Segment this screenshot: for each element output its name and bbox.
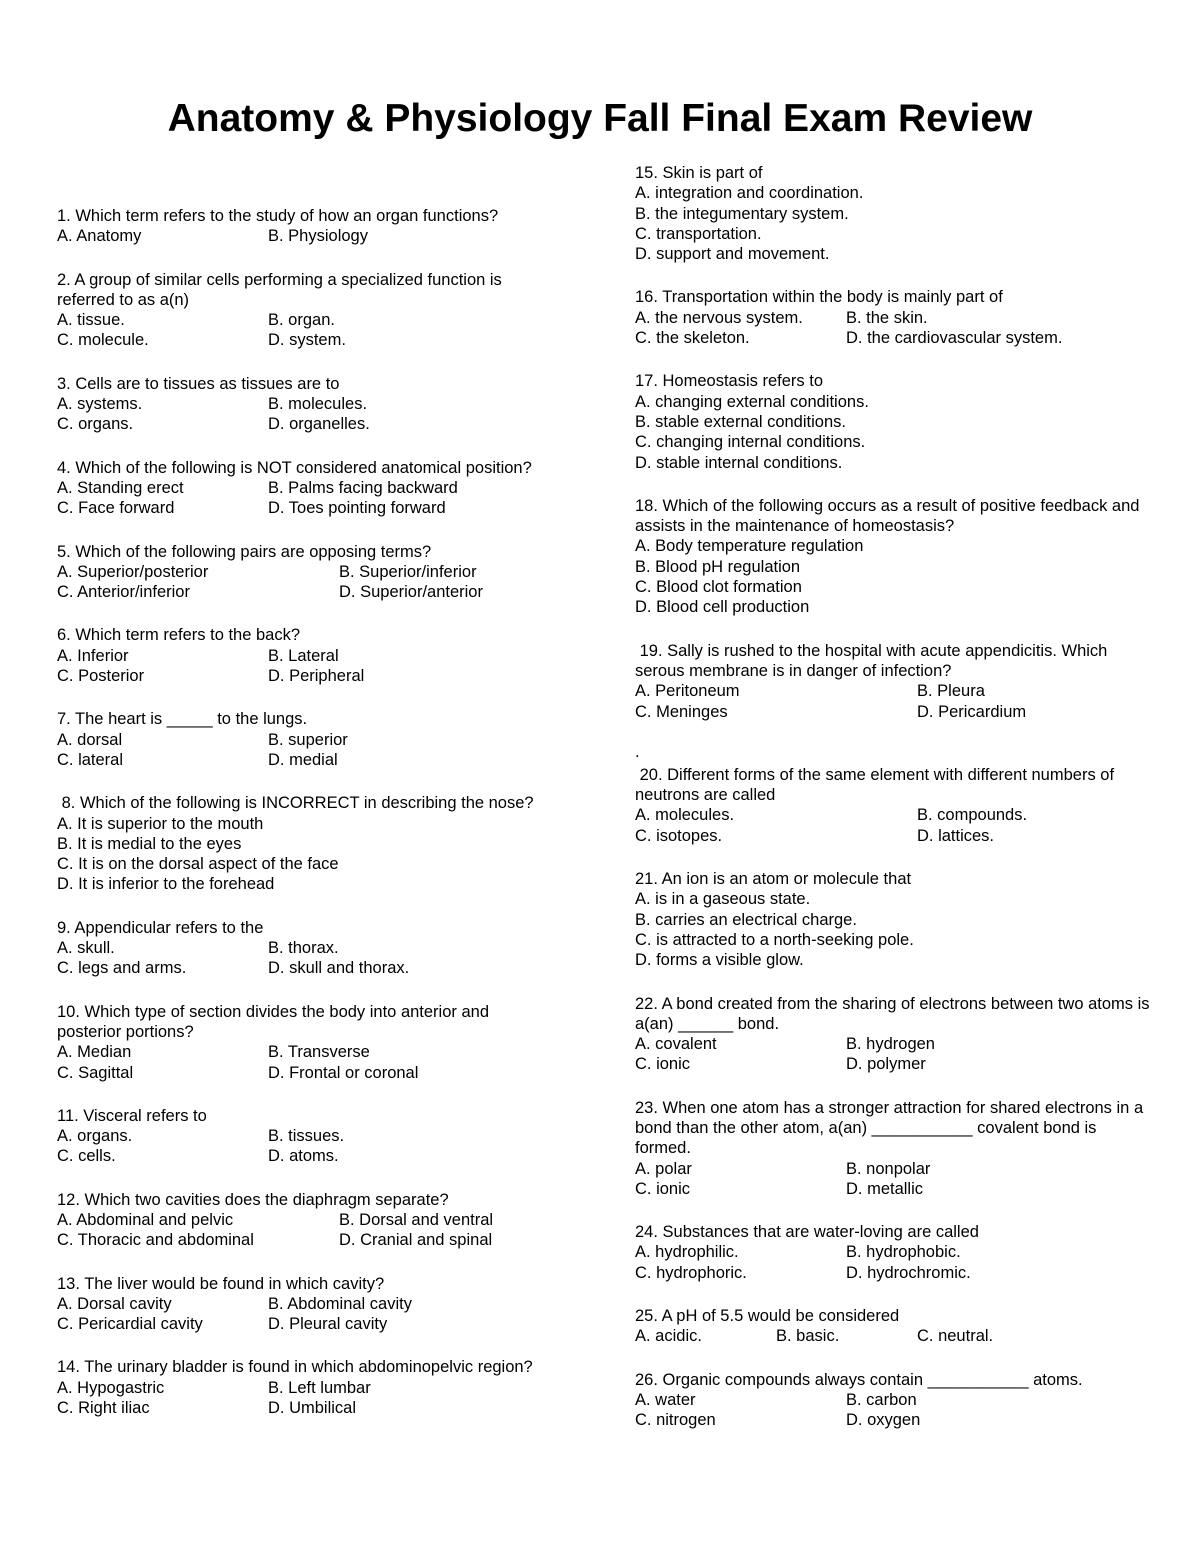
answer-option: B. the integumentary system. bbox=[635, 204, 849, 223]
question-stem: 20. Different forms of the same element with different numbers of neutrons are called bbox=[635, 765, 1119, 805]
answer-option: C. Blood clot formation bbox=[635, 578, 802, 597]
answer-option: A. is in a gaseous state. bbox=[635, 890, 811, 909]
answer-option: A. Anatomy bbox=[57, 227, 142, 246]
question-stem: 24. Substances that are water-loving are called bbox=[635, 1223, 979, 1242]
question bbox=[635, 1098, 1155, 1199]
answer-option: A. dorsal bbox=[57, 730, 123, 749]
question-stem: 23. When one atom has a stronger attraction for shared electrons in a bond than the other atom, a(an) ___________ covalent bond is formed. bbox=[635, 1098, 1148, 1158]
answer-option: D. hydrochromic. bbox=[846, 1263, 971, 1282]
answer-option: D. Pericardium bbox=[917, 702, 1027, 721]
question-stem: 4. Which of the following is NOT considered anatomical position? bbox=[57, 458, 532, 477]
answer-option: B. stable external conditions. bbox=[635, 412, 846, 431]
answer-option: C. Thoracic and abdominal bbox=[57, 1231, 254, 1250]
answer-option: D. Blood cell production bbox=[635, 598, 810, 617]
answer-option: D. the cardiovascular system. bbox=[846, 329, 1063, 348]
answer-option: A. polar bbox=[635, 1159, 692, 1178]
answer-option: B. Palms facing backward bbox=[268, 478, 458, 497]
question-stem: 1. Which term refers to the study of how an organ functions? bbox=[57, 207, 499, 225]
answer-option: B. hydrogen bbox=[846, 1035, 935, 1054]
answer-option: D. Toes pointing forward bbox=[268, 499, 446, 518]
question-stem: 25. A pH of 5.5 would be considered bbox=[635, 1307, 900, 1326]
answer-option: C. nitrogen bbox=[635, 1411, 716, 1430]
question-stem: 13. The liver would be found in which cavity? bbox=[57, 1274, 385, 1293]
answer-option: C. isotopes. bbox=[635, 826, 723, 845]
question-stem: 22. A bond created from the sharing of electrons between two atoms is a(an) ______ bond. bbox=[635, 994, 1155, 1033]
answer-option: A. Superior/posterior bbox=[57, 562, 209, 581]
answer-option: B. Blood pH regulation bbox=[635, 557, 801, 576]
answer-options bbox=[635, 536, 1155, 617]
question bbox=[57, 1274, 557, 1335]
answer-option: C. cells. bbox=[57, 1147, 116, 1166]
answer-option: B. It is medial to the eyes bbox=[57, 834, 242, 853]
answer-options bbox=[635, 1390, 1155, 1431]
answer-options bbox=[57, 394, 557, 435]
answer-option: A. integration and coordination. bbox=[635, 184, 864, 203]
question-stem: 16. Transportation within the body is mainly part of bbox=[635, 288, 1003, 307]
answer-option: B. carries an electrical charge. bbox=[635, 910, 857, 929]
answer-option: B. compounds. bbox=[917, 806, 1028, 825]
answer-option: A. tissue. bbox=[57, 311, 125, 330]
answer-option: D. Frontal or coronal bbox=[268, 1063, 419, 1082]
answer-option: D. polymer bbox=[846, 1055, 926, 1074]
question-stem: 26. Organic compounds always contain ___________ atoms. bbox=[635, 1370, 1083, 1389]
question bbox=[57, 206, 557, 247]
answer-options bbox=[57, 310, 557, 351]
answer-option: B. Pleura bbox=[917, 682, 985, 701]
answer-option: A. Median bbox=[57, 1043, 132, 1062]
answer-option: D. system. bbox=[268, 331, 346, 350]
answer-option: B. Abdominal cavity bbox=[268, 1294, 412, 1313]
question bbox=[57, 458, 557, 519]
answer-option: B. tissues. bbox=[268, 1127, 345, 1146]
question-stem: 15. Skin is part of bbox=[635, 164, 763, 182]
answer-option: D. Umbilical bbox=[268, 1399, 357, 1418]
answer-option: B. Dorsal and ventral bbox=[339, 1210, 494, 1229]
answer-options bbox=[635, 1326, 1155, 1346]
answer-option: C. Anterior/inferior bbox=[57, 583, 190, 602]
answer-options bbox=[635, 1034, 1155, 1075]
answer-options bbox=[635, 681, 1155, 722]
answer-option: B. basic. bbox=[776, 1327, 840, 1346]
answer-option: B. molecules. bbox=[268, 395, 368, 414]
question bbox=[635, 641, 1155, 722]
answer-option: D. oxygen bbox=[846, 1411, 921, 1430]
answer-option: C. Sagittal bbox=[57, 1063, 134, 1082]
answer-option: C. lateral bbox=[57, 750, 124, 769]
answer-option: C. organs. bbox=[57, 415, 134, 434]
answer-option: B. the skin. bbox=[846, 308, 928, 327]
question bbox=[57, 918, 557, 979]
answer-option: C. legs and arms. bbox=[57, 959, 187, 978]
answer-option: C. the skeleton. bbox=[635, 329, 750, 348]
answer-option: C. molecule. bbox=[57, 331, 149, 350]
answer-option: C. It is on the dorsal aspect of the face bbox=[57, 855, 339, 874]
question-stem: 10. Which type of section divides the body into anterior and posterior portions? bbox=[57, 1002, 494, 1041]
question-stem: 14. The urinary bladder is found in which abdominopelvic region? bbox=[57, 1358, 533, 1377]
answer-option: A. systems. bbox=[57, 395, 143, 414]
question-stem: 3. Cells are to tissues as tissues are to bbox=[57, 374, 340, 393]
answer-options bbox=[57, 1210, 557, 1251]
question bbox=[635, 163, 1155, 264]
answer-option: A. Abdominal and pelvic bbox=[57, 1210, 234, 1229]
answer-option: D. metallic bbox=[846, 1179, 924, 1198]
answer-option: D. medial bbox=[268, 750, 338, 769]
question bbox=[635, 869, 1155, 970]
question bbox=[57, 625, 557, 686]
answer-options bbox=[57, 562, 557, 603]
question-stem: 2. A group of similar cells performing a specialized function is referred to as a(n) bbox=[57, 270, 507, 309]
answer-option: A. Body temperature regulation bbox=[635, 537, 864, 556]
question bbox=[57, 1002, 557, 1083]
right-column bbox=[635, 163, 1155, 1454]
answer-option: B. Superior/inferior bbox=[339, 562, 477, 581]
answer-options bbox=[57, 646, 557, 687]
answer-option: D. Superior/anterior bbox=[339, 583, 483, 602]
answer-options bbox=[57, 730, 557, 771]
question bbox=[635, 371, 1155, 472]
answer-option: D. atoms. bbox=[268, 1147, 339, 1166]
question-stem: 5. Which of the following pairs are opposing terms? bbox=[57, 542, 432, 561]
answer-option: A. skull. bbox=[57, 939, 115, 958]
question-stem: 21. An ion is an atom or molecule that bbox=[635, 870, 912, 889]
question-stem: 6. Which term refers to the back? bbox=[57, 626, 301, 645]
answer-option: C. Right iliac bbox=[57, 1399, 150, 1418]
answer-options bbox=[635, 1159, 1155, 1200]
answer-option: C. changing internal conditions. bbox=[635, 433, 866, 452]
question bbox=[57, 1357, 557, 1418]
answer-option: D. It is inferior to the forehead bbox=[57, 875, 275, 894]
answer-option: A. water bbox=[635, 1390, 696, 1409]
question-stem: 18. Which of the following occurs as a result of positive feedback and assists in the maintenance of homeostasis? bbox=[635, 496, 1145, 536]
answer-option: A. Hypogastric bbox=[57, 1378, 165, 1397]
question bbox=[635, 287, 1155, 348]
answer-option: B. Lateral bbox=[268, 646, 339, 665]
question-stem: 11. Visceral refers to bbox=[57, 1106, 207, 1125]
question bbox=[635, 1222, 1155, 1283]
answer-options bbox=[57, 814, 557, 895]
question bbox=[57, 1190, 557, 1251]
page-title: Anatomy & Physiology Fall Final Exam Review bbox=[167, 97, 1033, 140]
answer-option: C. Pericardial cavity bbox=[57, 1315, 203, 1334]
answer-option: A. acidic. bbox=[635, 1327, 702, 1346]
answer-option: A. Dorsal cavity bbox=[57, 1294, 172, 1313]
answer-options bbox=[57, 1126, 557, 1167]
answer-option: A. covalent bbox=[635, 1035, 717, 1054]
answer-option: C. is attracted to a north-seeking pole. bbox=[635, 930, 914, 949]
question-stem: 8. Which of the following is INCORRECT in describing the nose? bbox=[57, 794, 534, 813]
answer-option: A. Inferior bbox=[57, 646, 129, 665]
question bbox=[635, 1370, 1155, 1431]
stray-mark: . bbox=[635, 742, 640, 761]
answer-options bbox=[635, 805, 1155, 846]
answer-option: A. It is superior to the mouth bbox=[57, 814, 264, 833]
answer-option: A. organs. bbox=[57, 1127, 133, 1146]
question bbox=[57, 542, 557, 603]
answer-option: B. Left lumbar bbox=[268, 1378, 371, 1397]
answer-options bbox=[57, 1294, 557, 1335]
answer-option: D. Peripheral bbox=[268, 667, 365, 686]
answer-option: A. the nervous system. bbox=[635, 308, 803, 327]
answer-option: C. transportation. bbox=[635, 224, 762, 243]
answer-option: C. Posterior bbox=[57, 667, 145, 686]
answer-option: C. neutral. bbox=[917, 1327, 994, 1346]
answer-option: D. skull and thorax. bbox=[268, 959, 410, 978]
answer-options bbox=[635, 183, 1155, 264]
question bbox=[635, 994, 1155, 1075]
answer-options bbox=[635, 1242, 1155, 1283]
answer-option: D. Cranial and spinal bbox=[339, 1231, 493, 1250]
answer-option: A. molecules. bbox=[635, 806, 735, 825]
answer-option: B. hydrophobic. bbox=[846, 1243, 961, 1262]
question bbox=[57, 270, 557, 351]
answer-option: D. lattices. bbox=[917, 826, 995, 845]
left-column bbox=[57, 206, 557, 1441]
answer-options bbox=[635, 392, 1155, 473]
answer-option: C. ionic bbox=[635, 1055, 691, 1074]
answer-option: C. Meninges bbox=[635, 702, 728, 721]
answer-options bbox=[57, 938, 557, 979]
question bbox=[57, 374, 557, 435]
answer-option: A. changing external conditions. bbox=[635, 392, 869, 411]
question bbox=[57, 709, 557, 770]
answer-option: D. support and movement. bbox=[635, 245, 830, 264]
answer-option: C. hydrophoric. bbox=[635, 1263, 747, 1282]
answer-option: B. superior bbox=[268, 730, 348, 749]
answer-option: D. Pleural cavity bbox=[268, 1315, 388, 1334]
question-stem: 9. Appendicular refers to the bbox=[57, 918, 264, 937]
answer-option: B. carbon bbox=[846, 1390, 917, 1409]
answer-option: B. organ. bbox=[268, 311, 335, 330]
answer-option: A. hydrophilic. bbox=[635, 1243, 739, 1262]
answer-option: C. ionic bbox=[635, 1179, 691, 1198]
question bbox=[57, 793, 557, 894]
question-stem: 7. The heart is _____ to the lungs. bbox=[57, 710, 308, 729]
question-stem: 17. Homeostasis refers to bbox=[635, 372, 823, 391]
answer-option: B. nonpolar bbox=[846, 1159, 931, 1178]
answer-options bbox=[635, 889, 1155, 970]
answer-options bbox=[57, 226, 557, 246]
question-stem: 19. Sally is rushed to the hospital with acute appendicitis. Which serous membrane is in danger of infection? bbox=[635, 641, 1112, 680]
question bbox=[635, 742, 1155, 846]
question bbox=[635, 496, 1155, 618]
answer-option: D. organelles. bbox=[268, 415, 370, 434]
answer-option: A. Peritoneum bbox=[635, 682, 740, 701]
answer-option: D. stable internal conditions. bbox=[635, 453, 843, 472]
answer-option: B. thorax. bbox=[268, 939, 339, 958]
answer-options bbox=[635, 308, 1155, 349]
question-stem: 12. Which two cavities does the diaphragm separate? bbox=[57, 1190, 449, 1209]
answer-options bbox=[57, 1042, 557, 1083]
answer-option: D. forms a visible glow. bbox=[635, 951, 804, 970]
answer-option: A. Standing erect bbox=[57, 478, 184, 497]
answer-option: B. Physiology bbox=[268, 227, 368, 246]
answer-options bbox=[57, 478, 557, 519]
question bbox=[57, 1106, 557, 1167]
answer-options bbox=[57, 1378, 557, 1419]
answer-option: C. Face forward bbox=[57, 499, 175, 518]
question bbox=[635, 1306, 1155, 1347]
answer-option: B. Transverse bbox=[268, 1043, 370, 1062]
